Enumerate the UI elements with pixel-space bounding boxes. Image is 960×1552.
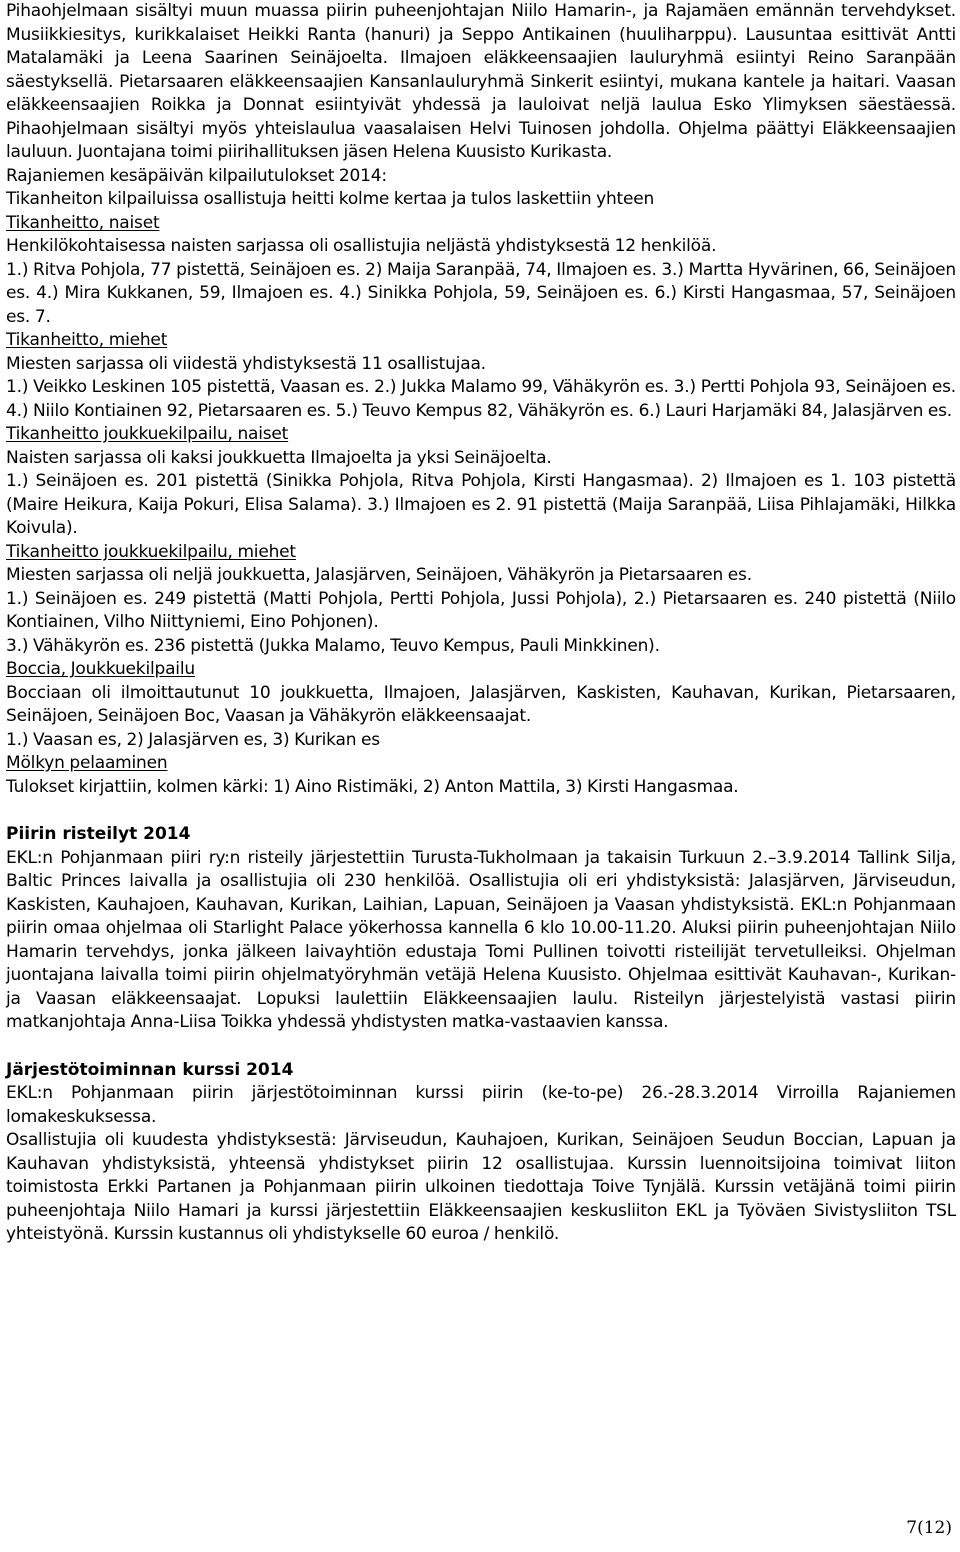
- boccia-heading: Boccia, Joukkuekilpailu: [6, 659, 195, 679]
- intro-paragraph: Pihaohjelmaan sisältyi muun muassa piirin puheenjohtajan Niilo Hamarin-, ja Rajamäen emännän tervehdykset. Musiikkiesitys, kurikkalaiset Heikki Ranta (hanuri) ja Seppo Antikainen (huuliharppu). Lausuntaa esittivät Antti Matalamäki ja Leena Saarinen Seinäjoelta. Ilmajoen eläkkeensaajien lauluryhmä esiintyi Reino Saranpään säestyksellä. Pietarsaaren eläkkeensaajien Kansanlauluryhmä Sinkerit esiintyi, mukana kantele ja haitari. Vaasan eläkkeensaajien Roikka ja Donnat esiintyivät yhdessä ja lauloivat neljä laulua Esko Ylimyksen säestäessä. Pihaohjelmaan sisältyi myös yhteislaulua vaasalaisen Helvi Tuinosen johdolla. Ohjelma päättyi Eläkkeensaajien lauluun. Juontajana toimi piirihallituksen jäsen Helena Kuusisto Kurikasta.: [6, 1, 956, 162]
- darts-team-men-heading: Tikanheitto joukkuekilpailu, miehet: [6, 541, 296, 562]
- results-heading: Rajaniemen kesäpäivän kilpailutulokset 2014:: [6, 165, 387, 186]
- section-spacer: [6, 1035, 956, 1059]
- page-content: [6, 0, 956, 1247]
- darts-team-men-results: 1.) Seinäjoen es. 249 pistettä (Matti Pohjola, Pertti Pohjola, Jussi Pohjola), 2.) Pietarsaaren es. 240 pistettä (Niilo Kontiainen, Vilho Niittyniemi, Eino Pohjonen).: [6, 588, 956, 632]
- darts-women-intro: Henkilökohtaisessa naisten sarjassa oli osallistujia neljästä yhdistyksestä 12 henkilöä.: [6, 236, 717, 256]
- darts-team-men-intro: Miesten sarjassa oli neljä joukkuetta, Jalasjärven, Seinäjoen, Vähäkyrön ja Pietarsaaren es.: [6, 565, 752, 585]
- darts-men-results: 1.) Veikko Leskinen 105 pistettä, Vaasan es. 2.) Jukka Malamo 99, Vähäkyrön es. 3.) Pertti Pohjola 93, Seinäjoen es. 4.) Niilo Kontiainen 92, Pietarsaaren es. 5.) Teuvo Kempus 82, Vähäkyrön es. 6.) Lauri Harjamäki 84, Jalasjärven es.: [6, 377, 956, 421]
- cruise-text: EKL:n Pohjanmaan piiri ry:n risteily järjestettiin Turusta-Tukholmaan ja takaisin Turkuun 2.–3.9.2014 Tallink Silja, Baltic Princes laivalla ja osallistujia oli 230 henkilöä. Osallistujia oli eri yhdistyksistä: Jalasjärven, Järviseudun, Kaskisten, Kauhajoen, Kauhavan, Kurikan, Laihian, Lapuan, Seinäjoen ja Vaasan yhdistyksistä. EKL:n Pohjanmaan piirin omaa ohjelmaa oli Starlight Palace yökerhossa kannella 6 klo 10.00-11.20. Aluksi piirin puheenjohtajan Niilo Hamarin tervehdys, jonka jälkeen laivayhtiön edustaja Tomi Pullinen toivotti risteilijät tervetulleiksi. Ohjelman juontajana laivalla toimi piirin ohjelmatyöryhmän vetäjä Helena Kuusisto. Ohjelmaa esittivät Kauhavan-, Kurikan- ja Vaasan eläkkeensaajat. Lopuksi laulettiin Eläkkeensaajien laulu. Risteilyn järjestelyistä vastasi piirin matkanjohtaja Anna-Liisa Toikka yhdessä yhdistysten matka-vastaavien kanssa.: [6, 847, 956, 1032]
- molkky-heading: Mölkyn pelaaminen: [6, 753, 168, 773]
- page-number: 7(12): [906, 1518, 952, 1538]
- results-intro: Tikanheiton kilpailuissa osallistuja heitti kolme kertaa ja tulos laskettiin yhteen: [6, 189, 655, 209]
- darts-team-women-heading: Tikanheitto joukkuekilpailu, naiset: [6, 424, 289, 444]
- darts-women-results: 1.) Ritva Pohjola, 77 pistettä, Seinäjoen es. 2) Maija Saranpää, 74, Ilmajoen es. 3.) Martta Hyvärinen, 66, Seinäjoen es. 4.) Mira Kukkanen, 59, Ilmajoen es. 4.) Sinikka Pohjola, 59, Seinäjoen es. 6.) Kirsti Hangasmaa, 57, Seinäjoen es. 7.: [6, 259, 956, 327]
- course-text-intro: EKL:n Pohjanmaan piirin järjestötoiminnan kurssi piirin (ke-to-pe) 26.-28.3.2014 Virroilla Rajaniemen lomakeskuksessa.: [6, 1083, 956, 1127]
- boccia-intro: Bocciaan oli ilmoittautunut 10 joukkuetta, Ilmajoen, Jalasjärven, Kaskisten, Kauhavan, Kurikan, Pietarsaaren, Seinäjoen, Seinäjoen Boc, Vaasan ja Vähäkyrön eläkkeensaajat.: [6, 682, 956, 726]
- darts-women-heading: Tikanheitto, naiset: [6, 212, 160, 233]
- molkky-results: Tulokset kirjattiin, kolmen kärki: 1) Aino Ristimäki, 2) Anton Mattila, 3) Kirsti Hangasmaa.: [6, 776, 739, 797]
- course-text-body: Osallistujia oli kuudesta yhdistyksestä: Järviseudun, Kauhajoen, Kurikan, Seinäjoen Seudun Boccian, Lapuan ja Kauhavan yhdistyksistä, yhteensä yhdistykset piirin 12 osallistujaa. Kurssin luennoitsijoina toimivat liiton toimistosta Erkki Partanen ja Pohjanmaan piirin ulkoinen tiedottaja Toive Tynjälä. Kurssin vetäjänä toimi piirin puheenjohtaja Niilo Hamari ja kurssi järjestettiin Eläkkeensaajien keskusliiton EKL ja Työväen Sivistysliiton TSL yhteistyönä. Kurssin kustannus oli yhdistykselle 60 euroa / henkilö.: [6, 1130, 956, 1244]
- darts-men-heading: Tikanheitto, miehet: [6, 330, 168, 350]
- section-spacer: [6, 799, 956, 823]
- darts-men-intro: Miesten sarjassa oli viidestä yhdistyksestä 11 osallistujaa.: [6, 353, 486, 374]
- darts-team-men-results-third: 3.) Vähäkyrön es. 236 pistettä (Jukka Malamo, Teuvo Kempus, Pauli Minkkinen).: [6, 635, 660, 656]
- darts-team-women-results: 1.) Seinäjoen es. 201 pistettä (Sinikka Pohjola, Ritva Pohjola, Kirsti Hangasmaa). 2) Ilmajoen es 1. 103 pistettä (Maire Heikura, Kaija Pokuri, Elisa Salama). 3.) Ilmajoen es 2. 91 pistettä (Maija Saranpää, Liisa Pihlajamäki, Hilkka Koivula).: [6, 471, 956, 538]
- cruise-heading: Piirin risteilyt 2014: [6, 824, 191, 844]
- darts-team-women-intro: Naisten sarjassa oli kaksi joukkuetta Ilmajoelta ja yksi Seinäjoelta.: [6, 447, 552, 468]
- course-heading: Järjestötoiminnan kurssi 2014: [6, 1059, 294, 1080]
- boccia-results: 1.) Vaasan es, 2) Jalasjärven es, 3) Kurikan es: [6, 729, 380, 750]
